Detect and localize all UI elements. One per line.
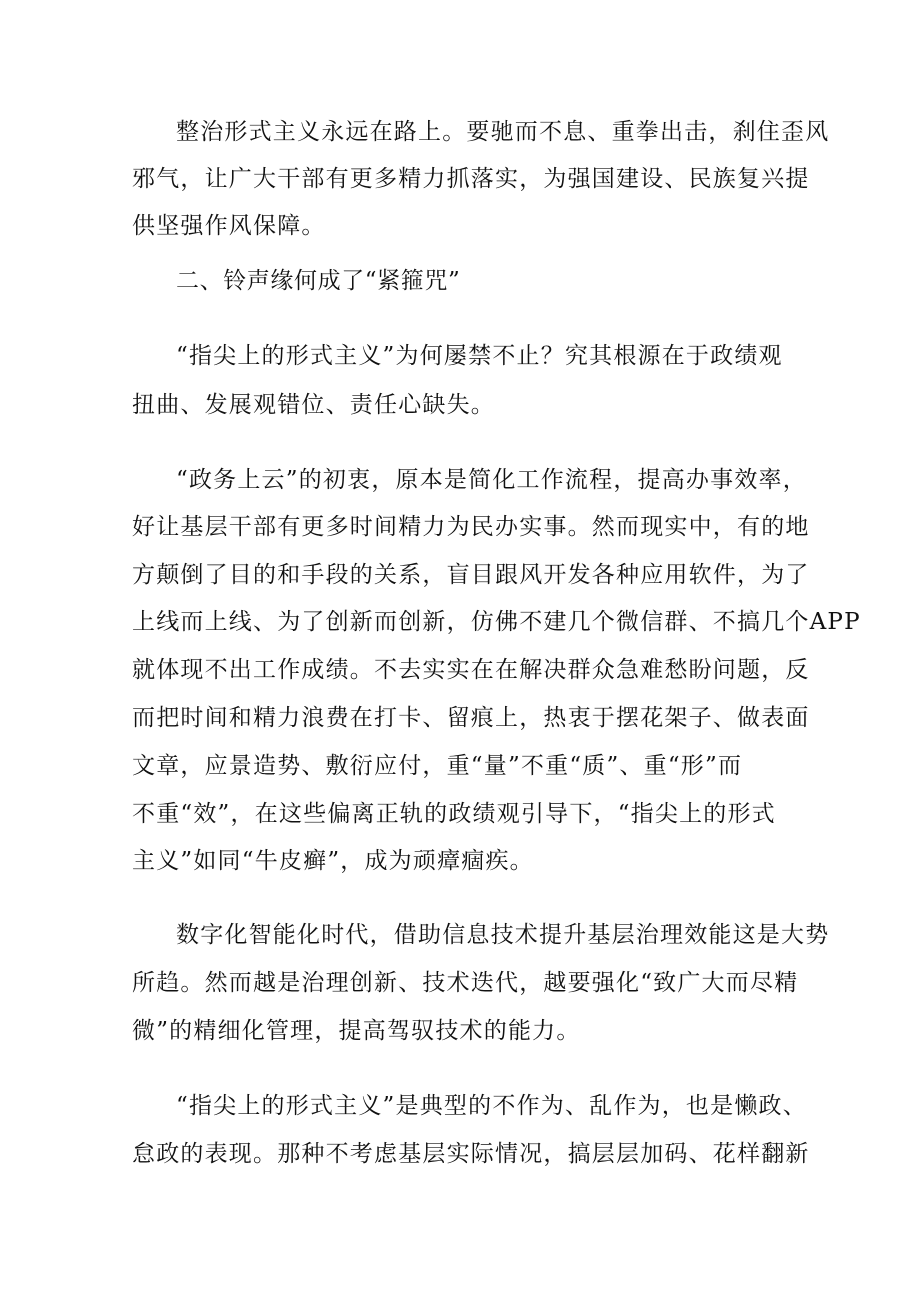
text-line: 上线而上线、为了创新而创新，仿佛不建几个微信群、不搞几个APP bbox=[132, 609, 861, 635]
text-line: 不重“效”，在这些偏离正轨的政绩观引导下，“指尖上的形式 bbox=[132, 801, 776, 827]
text-line: 主义”如同“牛皮癣”，成为顽瘴痼疾。 bbox=[132, 848, 534, 874]
text-line: 整治形式主义永远在路上。要驰而不息、重拳出击，刹住歪风 bbox=[176, 119, 830, 145]
text-line: 方颠倒了目的和手段的关系，盲目跟风开发各种应用软件，为了 bbox=[132, 562, 810, 588]
heading-text: 二、铃声缘何成了“紧箍咒” bbox=[176, 268, 461, 294]
text-line: 文章，应景造势、敷衍应付，重“量”不重“质”、重“形”而 bbox=[132, 753, 743, 779]
text-line: 数字化智能化时代，借助信息技术提升基层治理效能这是大势 bbox=[176, 922, 830, 948]
text-line: 邪气，让广大干部有更多精力抓落实，为强国建设、民族复兴提 bbox=[132, 166, 810, 192]
text-line: “政务上云”的初衷，原本是简化工作流程，提高办事效率， bbox=[176, 467, 807, 493]
text-line: 所趋。然而越是治理创新、技术迭代，越要强化“致广大而尽精 bbox=[132, 970, 799, 996]
text-line: 就体现不出工作成绩。不去实实在在解决群众急难愁盼问题，反 bbox=[132, 657, 810, 683]
text-line: 而把时间和精力浪费在打卡、留痕上，热衷于摆花架子、做表面 bbox=[132, 705, 810, 731]
text-line: 扭曲、发展观错位、责任心缺失。 bbox=[132, 392, 495, 418]
text-line: 微”的精细化管理，提高驾驭技术的能力。 bbox=[132, 1018, 581, 1044]
text-line: “指尖上的形式主义”为何屡禁不止？究其根源在于政绩观 bbox=[176, 343, 783, 369]
text-line: “指尖上的形式主义”是典型的不作为、乱作为，也是懒政、 bbox=[176, 1093, 807, 1119]
text-line: 好让基层干部有更多时间精力为民办实事。然而现实中，有的地 bbox=[132, 514, 810, 540]
text-line: 怠政的表现。那种不考虑基层实际情况，搞层层加码、花样翻新 bbox=[132, 1141, 810, 1167]
text-line: 供坚强作风保障。 bbox=[132, 213, 326, 239]
